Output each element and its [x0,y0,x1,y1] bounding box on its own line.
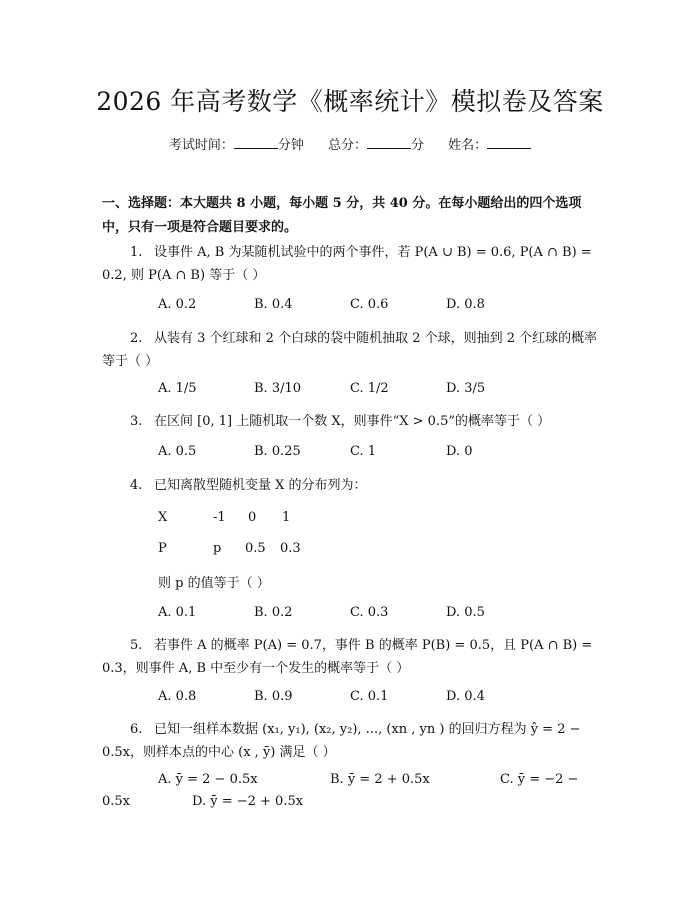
option-b: B. 3/10 [254,381,302,396]
question-text: 在区间 [0, 1] 上随机取一个数 X，则事件“X > 0.5”的概率等于（ ） [154,414,551,429]
question-3-options [158,444,542,459]
option-b: B. 0.4 [254,297,293,312]
question-text: 若事件 A 的概率 P(A) = 0.7，事件 B 的概率 P(B) = 0.5，且 P(A ∩ B) = 0.3，则事件 A, B 中至少有一个发生的概率等于（ ） [102,638,593,676]
exam-meta [0,134,700,153]
score-blank [367,136,411,149]
question-1: 1. 设事件 A, B 为某随机试验中的两个事件，若 P(A ∪ B) = 0.6, P(A ∩ B) = 0.2, 则 P(A ∩ B) 等于（ ） [102,245,592,283]
score-field: 总分： 分 [327,138,425,153]
option-d: D. ȳ = −2 + 0.5x [192,794,304,809]
option-c: C. 1 [350,444,377,459]
question-5-options [158,689,542,704]
option-d: D. 0.5 [446,605,485,620]
option-c-continued: 0.5x [102,794,131,809]
option-b: B. ȳ = 2 + 0.5x [330,772,430,787]
page-title: 2026 年高考数学《概率统计》模拟卷及答案 [96,87,604,116]
option-a: A. 0.1 [158,605,197,620]
name-blank [487,136,531,149]
question-4-options [158,605,542,620]
option-c: C. ȳ = −2 − [500,772,579,787]
option-a: A. 1/5 [158,381,197,396]
question-2-options [158,381,542,396]
question-1-options [158,297,542,312]
option-b: B. 0.25 [254,444,301,459]
question-text: 已知离散型随机变量 X 的分布列为： [154,478,367,493]
question-6: 6. 已知一组样本数据 (x₁, y₁), (x₂, y₂), ..., (xn , yn ) 的回归方程为 ŷ = 2 − 0.5x，则样本点的中心 (x , ȳ) 满足（ ） [102,722,581,760]
question-text: 已知一组样本数据 (x₁, y₁), (x₂, y₂), ..., (xn , yn ) 的回归方程为 ŷ = 2 − 0.5x，则样本点的中心 (x , ȳ) 满足（ ） [102,722,581,760]
question-2: 2. 从装有 3 个红球和 2 个白球的袋中随机抽取 2 个球，则抽到 2 个红球的概率等于（ ） [102,331,598,369]
option-b: B. 0.2 [254,605,293,620]
question-4-ask: 则 p 的值等于（ ） [158,576,270,591]
option-c: C. 1/2 [350,381,389,396]
option-a: A. ȳ = 2 − 0.5x [158,772,258,787]
exam-page: 2026 年高考数学《概率统计》模拟卷及答案 考试时间： 分钟 总分： 分 姓名： 一、选择题：本大题共 8 小题，每小题 5 分，共 40 分。在每小题给出的四个选项中，只有一项是符合题目要求的。 1. 设事件 A, B 为某随机试验中的两个事件，若 P(A ∪ B) = 0.6, P(A ∩ B) = 0.2, 则 P(A ∩ B) 等于（ ） A. 0.2 B. 0.4 C. 0.6 D. 0.8 2. 从装有 3 个红球和 2 个白球的袋中随机抽取 2 个球，则抽到 2 个红球的概率等于（ ） A. 1/5 B. 3/10 C. 1/2 D. 3/5 3. 在区间 [0, 1] 上随机取一个数 X，则事件“X > 0.5”的概率等于（ ） A. 0.5 B. 0.25 C. 1 D. 0 4. 已知离散型随机变量 X 的分布列为： X -1 0 1 P p 0.5 0.3 则 p 的值等于（ ） A. 0.1 B. 0.2 C. 0.3 D. 0.5 5. 若事件 A 的概率 P(A) = 0.7，事件 B 的概率 P(B) = 0.5，且 P(A ∩ B) = 0.3，则事件 A, B 中至少有一个发生的概率等于（ ） A. 0.8 B. 0.9 C. 0.1 D. 0.4 6. 已知一组样本数据 (x₁, y₁), (x₂, y₂), ..., (xn , yn ) 的回归方程为 ŷ = 2 − 0.5x，则样本点的中心 (x , ȳ) 满足（ ） A. ȳ = 2 − 0.5x B. ȳ = 2 + 0.5x C. ȳ = −2 − 0.5x D. ȳ = −2 + 0.5x [0,0,700,905]
option-b: B. 0.9 [254,689,293,704]
option-a: A. 0.8 [158,689,197,704]
time-blank [234,136,278,149]
question-3: 3. 在区间 [0, 1] 上随机取一个数 X，则事件“X > 0.5”的概率等于（ ） [130,414,551,429]
question-4: 4. 已知离散型随机变量 X 的分布列为： [130,478,367,493]
time-field: 考试时间： 分钟 [168,138,304,153]
option-d: D. 0.8 [446,297,485,312]
option-a: A. 0.5 [158,444,197,459]
option-d: D. 3/5 [446,381,486,396]
question-text: 从装有 3 个红球和 2 个白球的袋中随机抽取 2 个球，则抽到 2 个红球的概率等于（ ） [102,331,598,369]
option-c: C. 0.6 [350,297,389,312]
section-heading: 一、选择题：本大题共 8 小题，每小题 5 分，共 40 分。在每小题给出的四个选项中，只有一项是符合题目要求的。 [102,196,582,235]
question-5: 5. 若事件 A 的概率 P(A) = 0.7，事件 B 的概率 P(B) = 0.5，且 P(A ∩ B) = 0.3，则事件 A, B 中至少有一个发生的概率等于（ ） [102,638,593,676]
option-d: D. 0 [446,444,473,459]
option-c: C. 0.3 [350,605,389,620]
option-c: C. 0.1 [350,689,389,704]
option-a: A. 0.2 [158,297,197,312]
option-d: D. 0.4 [446,689,485,704]
name-field: 姓名： [448,138,531,153]
question-text: 设事件 A, B 为某随机试验中的两个事件，若 P(A ∪ B) = 0.6, P(A ∩ B) = 0.2, 则 P(A ∩ B) 等于（ ） [102,245,592,283]
